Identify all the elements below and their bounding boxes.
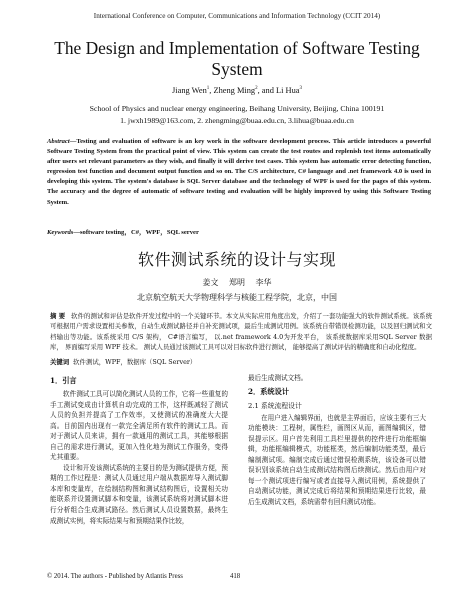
affiliation-cn: 北京航空航天大学物理科学与核能工程学院，北京，中国 xyxy=(137,293,337,302)
body-right-column xyxy=(248,373,426,507)
conference-header: International Conference on Computer, Communications and Information Technology (CCIT 2014) xyxy=(93,12,381,20)
page-number: 418 xyxy=(230,573,241,580)
section-1-paragraph-continued: 最后生成测试文档。 xyxy=(248,374,308,382)
abstract-cn xyxy=(50,311,432,353)
author-1: Jiang Wen xyxy=(172,86,207,95)
authors-cn: 姜文 郑明 李华 xyxy=(202,278,272,287)
keywords-en xyxy=(47,226,431,236)
author-2: Zheng Ming xyxy=(213,86,256,95)
abstract-cn-text: 软件的测试和评估是软件开发过程中的一个关键环节。本文从实际应用角度出发，介绍了一套功能强大的软件测试系统。该系统可根据用户需求设置相关参数，自动生成测试路径并自补充测试项，最后生成测试用例。该系统自带错误检测功能，以及回归测试和文档输出等功能。该系统采用 C/S 架构， C#语言编写， 以.net framework 4.0为开发平台， 该系统数据库采用SQL Server 数据库， 界面编写采用 WPF 技术。 测试人员通过该测试工具可以对目标软件进行测试， 能够提高了测试评估的精确度和自动化程度。 xyxy=(50,312,432,352)
keywords-cn-text: 软件测试，WPF，数据库（SQL Server） xyxy=(73,358,197,366)
keywords-en-text: —software testing，C#，WPF，SQL server xyxy=(73,229,199,236)
affiliation-en: School of Physics and nuclear energy engineering, Beihang University, Beijing, China 100191 xyxy=(89,104,385,113)
section-1-paragraph-1: 软件测试工具可以简化测试人员的工作，它将一些重复的手工测试变成由计算机自动完成的工作，这样既减轻了测试人员的负担并提高了工作效率，又使测试的准确度大大提高。目前国内出现有一款完全满足所有软件的测试工具。而对于测试人员来讲，拥有一款通用的测试工具，其能够根据自己的需求进行测试，更加入性化地为测试工作服务，变得尤其重要。 xyxy=(50,390,228,462)
keywords-cn xyxy=(50,357,432,366)
author-3: Li Hua xyxy=(275,86,300,95)
section-1-paragraph-2: 设计和开发该测试系统的主要目的是为测试提供方便，预期的工作过程是：测试人员通过用户端从数据库导入测试脚本库和变量库，在绘制结构图和测试结构图后，设置相关功能联系并设置测试脚本和变量，该测试系统将对测试脚本进行分析组合生成测试路径。然后测试人员设置数据，最终生成测试实例，将实际结果与和预期结果作比较， xyxy=(50,463,228,525)
author-3-sup: 3 xyxy=(299,86,302,92)
emails-en: 1. jwxh1989@163.com, 2. zhengming@buaa.edu.cn, 3.lihua@buaa.edu.cn xyxy=(120,116,354,125)
footer-copyright: © 2014. The authors - Published by Atlantis Press xyxy=(47,573,183,580)
authors-en: Jiang Wen$^1$, Zheng Ming$^2$, and Li Hua$^3$ xyxy=(172,86,302,95)
keywords-en-label: Keywords xyxy=(47,229,74,236)
section-1-heading: 1．引言 xyxy=(50,376,77,385)
abstract-en-label: Abstract xyxy=(47,138,70,145)
author-2-sup: 2 xyxy=(255,86,258,92)
body-left-column xyxy=(50,373,228,526)
section-2-heading: 2．系统设计 xyxy=(248,386,289,396)
author-1-sup: 1 xyxy=(206,86,210,92)
paper-title-en: The Design and Implementation of Software Testing System xyxy=(54,38,420,79)
abstract-en-text: —Testing and evaluation of software is an key work in the software development process. This article introduces a powerful Software Testing System from the practical point of view. This system can create the test routes and replenish test items automatically after users set relevant parameters as they wish, and finally it will derive test cases. This system has automatic error detecting function, regression test function and document output function and so on. The C/S architecture, C# language and .net framework 4.0 is used in developing this system. The system's database is SQL Server database and the technology of WPF is used for the pages of this system. The accuracy and the degree of automatic of software testing and evaluation will be highly improved by using this Software Testing System. xyxy=(47,138,431,206)
keywords-cn-label: 关键词 xyxy=(50,358,70,366)
section-2-paragraph-1: 在用户进入编辑界面，也就是主界面后，应该主要有三大功能模块：工程树，属性栏，画图区从而，画图编辑区，错误提示区。用户首先利用工具栏里提供的控件进行功能框编辑，功能框编辑模式，功能框类，然后编制功能类型，最后编制测试项。编制完成后通过错误检测系统，该设备可以错误识别该系统自动生成测试结构图后续测试。然后由用户对每一个测试项进行编写或者直接导入测试用例，系统提供了自动测试功能，测试完成后将结果和预期结果进行比较，最后生成测试文档，系统需带有回归测试功能。 xyxy=(248,413,426,506)
abstract-en xyxy=(47,137,431,208)
abstract-cn-label: 摘 要 xyxy=(50,312,66,320)
subsection-2-1-heading: 2.1 系统流程设计 xyxy=(248,401,302,410)
paper-title-cn: 软件测试系统的设计与实现 xyxy=(137,250,336,269)
